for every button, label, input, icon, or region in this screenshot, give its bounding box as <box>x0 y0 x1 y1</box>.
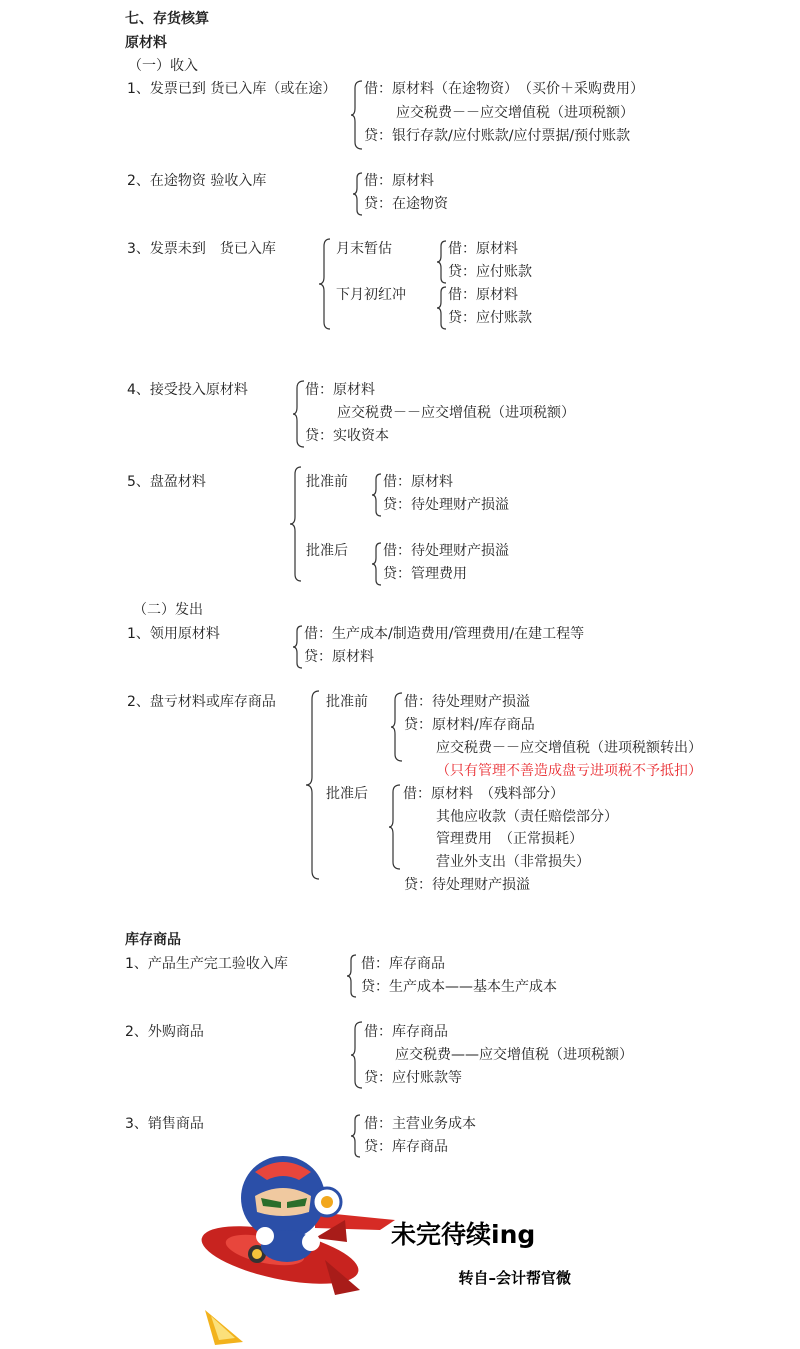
brace <box>292 380 306 448</box>
row3-estimate: 月末暂估 <box>336 241 392 257</box>
row2-credit: 贷：在途物资 <box>364 196 448 212</box>
brace <box>289 466 303 582</box>
issue2-after-debit: 借：原材料 （残料部分） <box>403 786 564 802</box>
goods3-debit: 借：主营业务成本 <box>364 1116 476 1132</box>
row1-debit: 借：原材料（在途物资） （买价＋采购费用） <box>364 81 644 97</box>
row5-after: 批准后 <box>306 543 348 559</box>
row3-reversal-credit: 贷：应付账款 <box>448 310 532 326</box>
issue1-debit: 借：生产成本/制造费用/管理费用/在建工程等 <box>304 626 585 642</box>
row5-after-credit: 贷：管理费用 <box>383 566 467 582</box>
row5-before-credit: 贷：待处理财产损溢 <box>383 497 509 513</box>
goods1-credit: 贷：生产成本——基本生产成本 <box>361 979 557 995</box>
brace <box>436 286 448 330</box>
issue-subheading: （二）发出 <box>133 602 203 618</box>
issue2-before: 批准前 <box>326 694 368 710</box>
goods3-label: 3、销售商品 <box>125 1116 204 1132</box>
income-subheading: （一）收入 <box>128 58 198 74</box>
issue2-before-debit: 借：待处理财产损溢 <box>404 694 530 710</box>
to-be-continued-text: 未完待续ing <box>391 1220 536 1249</box>
row1-label: 1、发票已到 货已入库（或在途） <box>127 81 337 97</box>
brace <box>390 692 404 762</box>
goods3-credit: 贷：库存商品 <box>364 1139 448 1155</box>
row2-debit: 借：原材料 <box>364 173 434 189</box>
row4-credit: 贷：实收资本 <box>305 428 389 444</box>
brace <box>305 690 321 880</box>
issue1-credit: 贷：原材料 <box>304 649 374 665</box>
row5-before: 批准前 <box>306 474 348 490</box>
row4-debit: 借：原材料 <box>305 382 375 398</box>
issue2-after-credit: 贷：待处理财产损溢 <box>404 877 530 893</box>
brace <box>352 172 364 216</box>
brace <box>346 954 358 998</box>
goods1-label: 1、产品生产完工验收入库 <box>125 956 288 972</box>
section-title: 七、存货核算 <box>125 11 209 27</box>
row3-reversal-debit: 借：原材料 <box>448 287 518 303</box>
issue2-after-nonop: 营业外支出（非常损失） <box>436 854 590 870</box>
row4-tax: 应交税费－－应交增值税（进项税额） <box>337 405 575 421</box>
row1-tax: 应交税费－－应交增值税（进项税额） <box>396 105 634 121</box>
brace <box>292 625 304 669</box>
row5-before-debit: 借：原材料 <box>383 474 453 490</box>
issue2-label: 2、盘亏材料或库存商品 <box>127 694 276 710</box>
source-text: 转自–会计帮官微 <box>458 1269 571 1287</box>
raw-materials-heading: 原材料 <box>125 35 167 51</box>
issue2-after-admin: 管理费用 （正常损耗） <box>436 831 583 847</box>
issue2-before-tax: 应交税费－－应交增值税（进项税额转出） <box>436 740 702 756</box>
row3-estimate-credit: 贷：应付账款 <box>448 264 532 280</box>
row5-label: 5、盘盈材料 <box>127 474 206 490</box>
brace <box>350 80 364 150</box>
brace <box>371 542 383 586</box>
goods-heading: 库存商品 <box>125 932 181 948</box>
brace <box>318 238 332 330</box>
goods2-debit: 借：库存商品 <box>364 1024 448 1040</box>
issue2-note: （只有管理不善造成盘亏进项税不予抵扣） <box>436 763 702 779</box>
brace <box>350 1021 364 1089</box>
issue2-before-credit: 贷：原材料/库存商品 <box>404 717 535 733</box>
goods1-debit: 借：库存商品 <box>361 956 445 972</box>
brace <box>436 240 448 284</box>
goods2-label: 2、外购商品 <box>125 1024 204 1040</box>
rocket-mascot-icon <box>195 1150 575 1349</box>
row5-after-debit: 借：待处理财产损溢 <box>383 543 509 559</box>
brace <box>371 473 383 517</box>
goods2-credit: 贷：应付账款等 <box>364 1070 462 1086</box>
row2-label: 2、在途物资 验收入库 <box>127 173 267 189</box>
row3-estimate-debit: 借：原材料 <box>448 241 518 257</box>
row3-reversal: 下月初红冲 <box>336 287 406 303</box>
row4-label: 4、接受投入原材料 <box>127 382 248 398</box>
row1-credit: 贷：银行存款/应付账款/应付票据/预付账款 <box>364 128 631 144</box>
issue1-label: 1、领用原材料 <box>127 626 220 642</box>
issue2-after-receivable: 其他应收款（责任赔偿部分） <box>436 809 618 825</box>
issue2-after: 批准后 <box>326 786 368 802</box>
goods2-tax: 应交税费——应交增值税（进项税额） <box>395 1047 633 1063</box>
row3-label: 3、发票未到 货已入库 <box>127 241 276 257</box>
brace <box>388 784 402 870</box>
